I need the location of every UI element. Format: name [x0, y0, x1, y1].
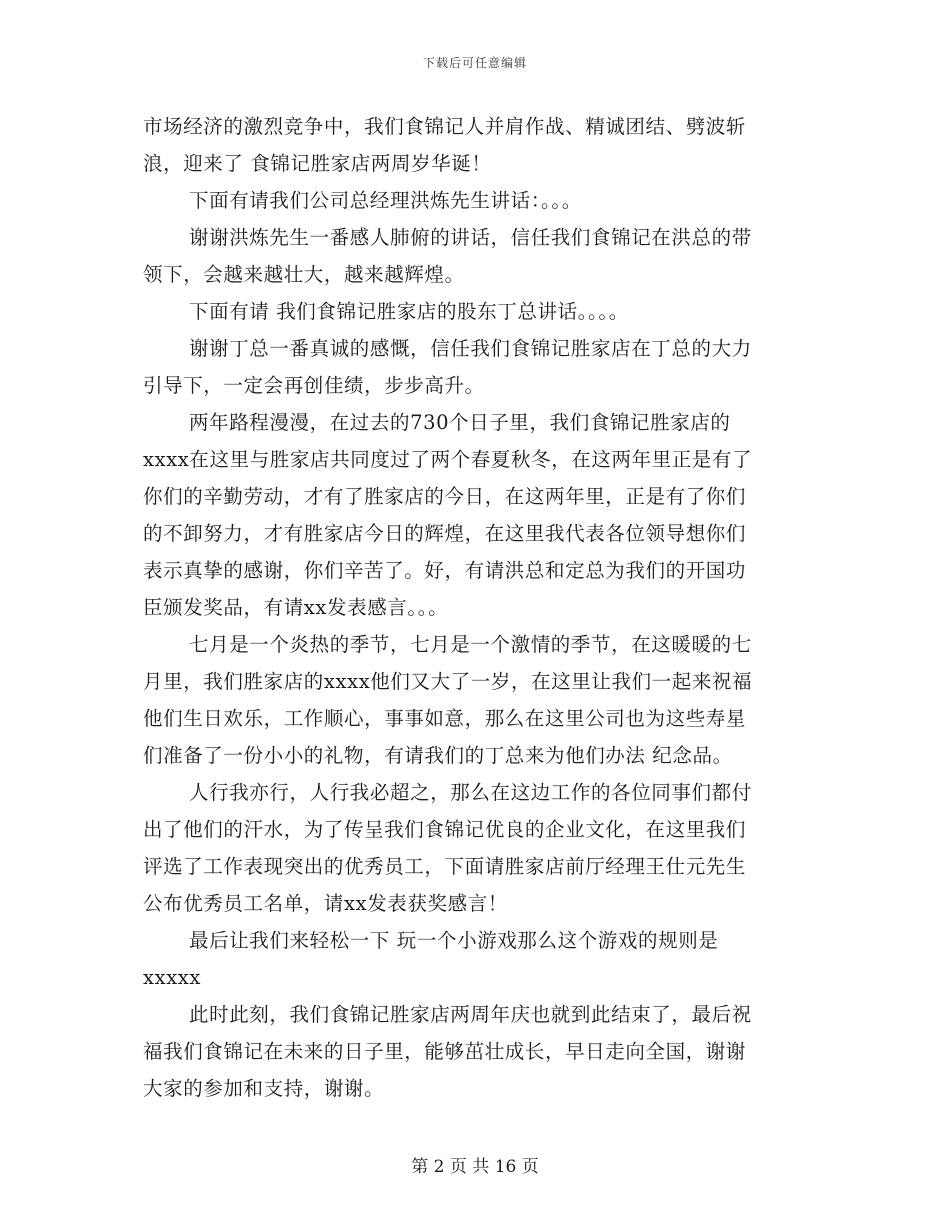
paragraph-start-line: 人行我亦行，人行我必超之，那么在这边工作的各位同事们都付 [189, 781, 752, 804]
text-line: 领下，会越来越壮大，越来越辉煌。 [143, 263, 465, 286]
text-line: 大家的参加和支持，谢谢。 [143, 1077, 385, 1100]
text-line: xxxxx [143, 966, 201, 989]
text-line: 评选了工作表现突出的优秀员工，下面请胜家店前厅经理王仕元先生 [143, 855, 747, 878]
text-line: 出了他们的汗水，为了传呈我们食锦记优良的企业文化，在这里我们 [143, 818, 747, 841]
paragraph-start-line: 七月是一个炎热的季节，七月是一个激情的季节，在这暖暖的七 [189, 633, 752, 656]
text-line: 们准备了一份小小的礼物，有请我们的丁总来为他们办法 纪念品。 [143, 744, 733, 767]
text-line: 引导下，一定会再创佳绩，步步高升。 [143, 374, 485, 397]
text-line: xxxx在这里与胜家店共同度过了两个春夏秋冬，在这两年里正是有了 [143, 448, 753, 471]
text-line: 臣颁发奖品，有请xx发表感言。。。 [143, 596, 449, 619]
text-line: 福我们食锦记在未来的日子里，能够茁壮成长，早日走向全国，谢谢 [143, 1040, 747, 1063]
document-body [143, 108, 807, 1107]
text-line: 你们的辛勤劳动，才有了胜家店的今日，在这两年里，正是有了你们 [143, 485, 747, 508]
page-number-footer: 第 2 页 共 16 页 [411, 1157, 539, 1177]
page-header-note: 下载后可任意编辑 [422, 56, 527, 70]
text-line: 表示真挚的感谢，你们辛苦了。好，有请洪总和定总为我们的开国功 [143, 559, 747, 582]
text-line: 市场经济的激烈竞争中，我们食锦记人并肩作战、精诚团结、劈波斩 [143, 115, 747, 138]
paragraph-start-line: 此时此刻，我们食锦记胜家店两周年庆也就到此结束了，最后祝 [189, 1003, 752, 1026]
paragraph-start-line: 下面有请我们公司总经理洪炼先生讲话：。。。 [189, 189, 582, 212]
text-line: 的不卸努力，才有胜家店今日的辉煌，在这里我代表各位领导想你们 [143, 522, 747, 545]
paragraph-start-line: 谢谢丁总一番真诚的感慨，信任我们食锦记胜家店在丁总的大力 [189, 337, 752, 360]
text-line: 浪，迎来了 食锦记胜家店两周岁华诞！ [143, 152, 492, 175]
paragraph-start-line: 谢谢洪炼先生一番感人肺俯的讲话，信任我们食锦记在洪总的带 [189, 226, 752, 249]
paragraph-start-line: 最后让我们来轻松一下 玩一个小游戏那么这个游戏的规则是 [189, 929, 719, 952]
text-line: 公布优秀员工名单，请xx发表获奖感言！ [143, 892, 508, 915]
text-line: 月里，我们胜家店的xxxx他们又大了一岁，在这里让我们一起来祝福 [143, 670, 753, 693]
paragraph-start-line: 下面有请 我们食锦记胜家店的股东丁总讲话。。。。 [189, 300, 629, 323]
text-line: 他们生日欢乐，工作顺心，事事如意，那么在这里公司也为这些寿星 [143, 707, 747, 730]
paragraph-start-line: 两年路程漫漫，在过去的730个日子里，我们食锦记胜家店的 [189, 411, 731, 434]
